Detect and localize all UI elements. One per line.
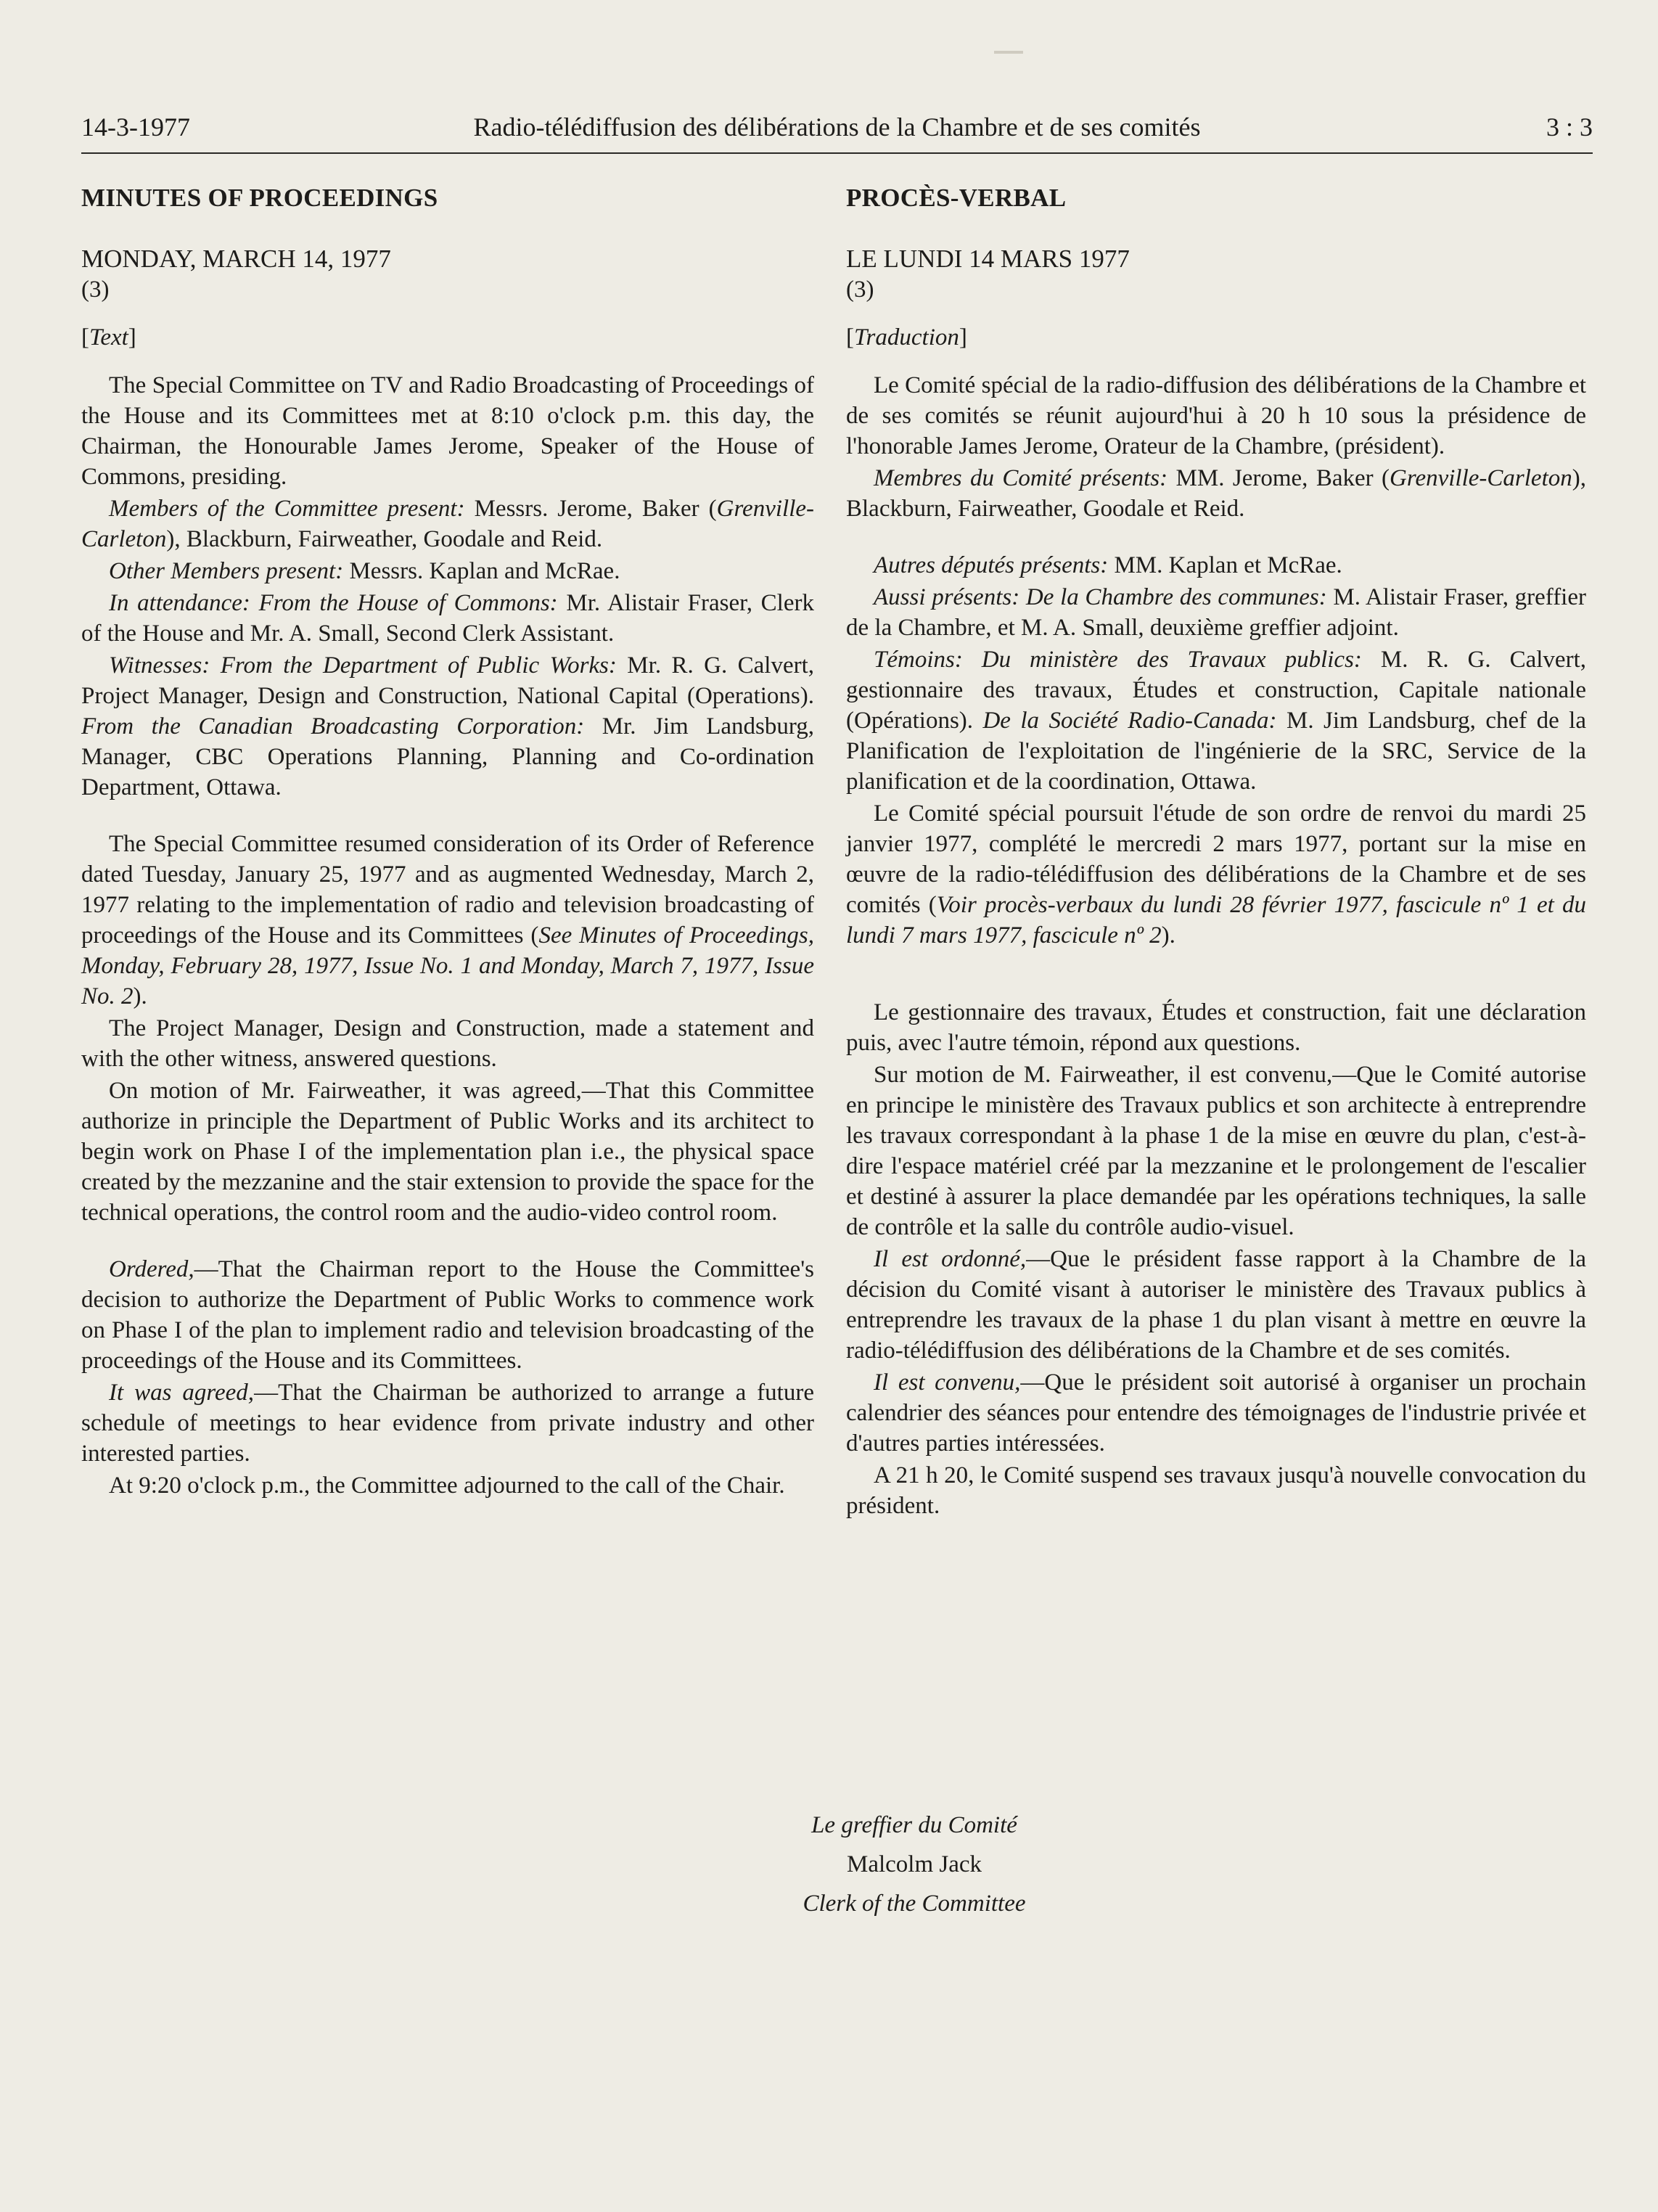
scan-mark [994, 51, 1023, 54]
members-present: Members of the Committee present: Messrs. Jerome, Baker (Grenville-Carleton), Blackburn, Fairweather, Goodale and Reid. [81, 496, 814, 552]
meeting-date-fr: LE LUNDI 14 MARS 1977 [846, 245, 1130, 273]
members-present-fr: Membres du Comité présents: MM. Jerome, Baker (Grenville-Carleton), Blackburn, Fairweather, Goodale et Reid. [846, 465, 1586, 522]
header-title: Radio-télédiffusion des délibérations de la Chambre et de ses comités [473, 112, 1201, 142]
witnesses-fr: Témoins: Du ministère des Travaux publics: M. R. G. Calvert, gestionnaire des travaux, Études et construction, Capitale nationale (Opérations). De la Société Radio-Canada: M. Jim Landsburg, chef de la Planification de l'exploitation de l'ingénierie de la SRC, Service de la planification et de la coordination, Ottawa. [846, 647, 1586, 795]
english-column [81, 183, 814, 1502]
ordered-paragraph: Ordered,—That the Chairman report to the House the Committee's decision to authorize the Department of Public Works to commence work on Phase I of the plan to implement radio and television broadcasting of the proceedings of the House and its Committees. [81, 1256, 814, 1374]
meeting-date: MONDAY, MARCH 14, 1977 [81, 245, 391, 273]
adjournment-paragraph-fr: A 21 h 20, le Comité suspend ses travaux jusqu'à nouvelle convocation du président. [846, 1462, 1586, 1519]
meeting-number-fr: (3) [846, 276, 874, 303]
statement-paragraph: The Project Manager, Design and Construction, made a statement and with the other witness, answered questions. [81, 1015, 814, 1072]
signature-block [631, 1806, 1197, 1923]
minutes-heading: MINUTES OF PROCEEDINGS [81, 184, 438, 212]
language-tag: [Text] [81, 324, 136, 351]
opening-paragraph-fr: Le Comité spécial de la radio-diffusion des délibérations de la Chambre et de ses comités se réunit aujourd'hui à 20 h 10 sous la présidence de l'honorable James Jerome, Orateur de la Chambre, (président). [846, 372, 1586, 459]
header-page-number: 3 : 3 [1546, 112, 1593, 142]
clerk-name: Malcolm Jack [846, 1851, 982, 1877]
adjournment-paragraph: At 9:20 o'clock p.m., the Committee adjourned to the call of the Chair. [109, 1472, 785, 1499]
running-header [81, 109, 1593, 154]
motion-paragraph-fr: Sur motion de M. Fairweather, il est convenu,—Que le Comité autorise en principe le ministère des Travaux publics et son architecte à entreprendre les travaux correspondant à la phase 1 de la mise en œuvre du plan, c'est-à-dire l'espace matériel créé par la mezzanine et le prolongement de l'escalier et destiné à assurer la place demandée par les opérations techniques, la salle de contrôle et la salle du contrôle audio-visuel. [846, 1062, 1586, 1240]
other-members: Other Members present: Messrs. Kaplan and McRae. [109, 558, 620, 584]
language-tag-fr: [Traduction] [846, 324, 967, 351]
other-members-fr: Autres députés présents: MM. Kaplan et McRae. [874, 552, 1342, 578]
agreed-paragraph-fr: Il est convenu,—Que le président soit autorisé à organiser un prochain calendrier des séances pour entendre des témoignages de l'industrie privée et d'autres parties intéressées. [846, 1369, 1586, 1457]
order-of-reference-fr: Le Comité spécial poursuit l'étude de son ordre de renvoi du mardi 25 janvier 1977, complété le mercredi 2 mars 1977, portant sur la mise en œuvre de la radio-télédiffusion des délibérations de la Chambre et de ses comités (Voir procès-verbaux du lundi 28 février 1977, fascicule nº 1 et du lundi 7 mars 1977, fascicule nº 2). [846, 800, 1586, 949]
order-of-reference: The Special Committee resumed consideration of its Order of Reference dated Tuesday, January 25, 1977 and as augmented Wednesday, March 2, 1977 relating to the implementation of radio and television broadcasting of proceedings of the House and its Committees (See Minutes of Proceedings, Monday, February 28, 1977, Issue No. 1 and Monday, March 7, 1977, Issue No. 2). [81, 831, 815, 1009]
clerk-title-en: Clerk of the Committee [803, 1891, 1026, 1917]
proces-verbal-heading: PROCÈS-VERBAL [846, 184, 1067, 212]
in-attendance: In attendance: From the House of Commons: Mr. Alistair Fraser, Clerk of the House and Mr. A. Small, Second Clerk Assistant. [81, 590, 814, 647]
opening-paragraph: The Special Committee on TV and Radio Broadcasting of Proceedings of the House and its Committees met at 8:10 o'clock p.m. this day, the Chairman, the Honourable James Jerome, Speaker of the House of Commons, presiding. [81, 372, 814, 490]
agreed-paragraph: It was agreed,—That the Chairman be authorized to arrange a future schedule of meetings to hear evidence from private industry and other interested parties. [81, 1380, 814, 1467]
in-attendance-fr: Aussi présents: De la Chambre des communes: M. Alistair Fraser, greffier de la Chambre, et M. A. Small, deuxième greffier adjoint. [846, 584, 1586, 641]
french-column [846, 183, 1586, 1523]
header-date: 14-3-1977 [81, 112, 190, 142]
witnesses: Witnesses: From the Department of Public Works: Mr. R. G. Calvert, Project Manager, Design and Construction, National Capital (Operations). From the Canadian Broadcasting Corporation: Mr. Jim Landsburg, Manager, CBC Operations Planning, Planning and Co-ordination Department, Ottawa. [81, 652, 815, 800]
motion-paragraph: On motion of Mr. Fairweather, it was agreed,—That this Committee authorize in principle the Department of Public Works and its architect to begin work on Phase I of the implementation plan i.e., the physical space created by the mezzanine and the stair extension to provide the space for the technical operations, the control room and the audio-video control room. [81, 1078, 814, 1226]
meeting-number: (3) [81, 276, 110, 303]
statement-paragraph-fr: Le gestionnaire des travaux, Études et construction, fait une déclaration puis, avec l'autre témoin, répond aux questions. [846, 999, 1586, 1056]
clerk-title-fr: Le greffier du Comité [811, 1812, 1017, 1838]
ordered-paragraph-fr: Il est ordonné,—Que le président fasse rapport à la Chambre de la décision du Comité visant à autoriser le ministère des Travaux publics à entreprendre les travaux de la phase 1 du plan visant à mettre en œuvre la radio-télédiffusion des délibérations de la Chambre et de ses comités. [846, 1246, 1586, 1364]
